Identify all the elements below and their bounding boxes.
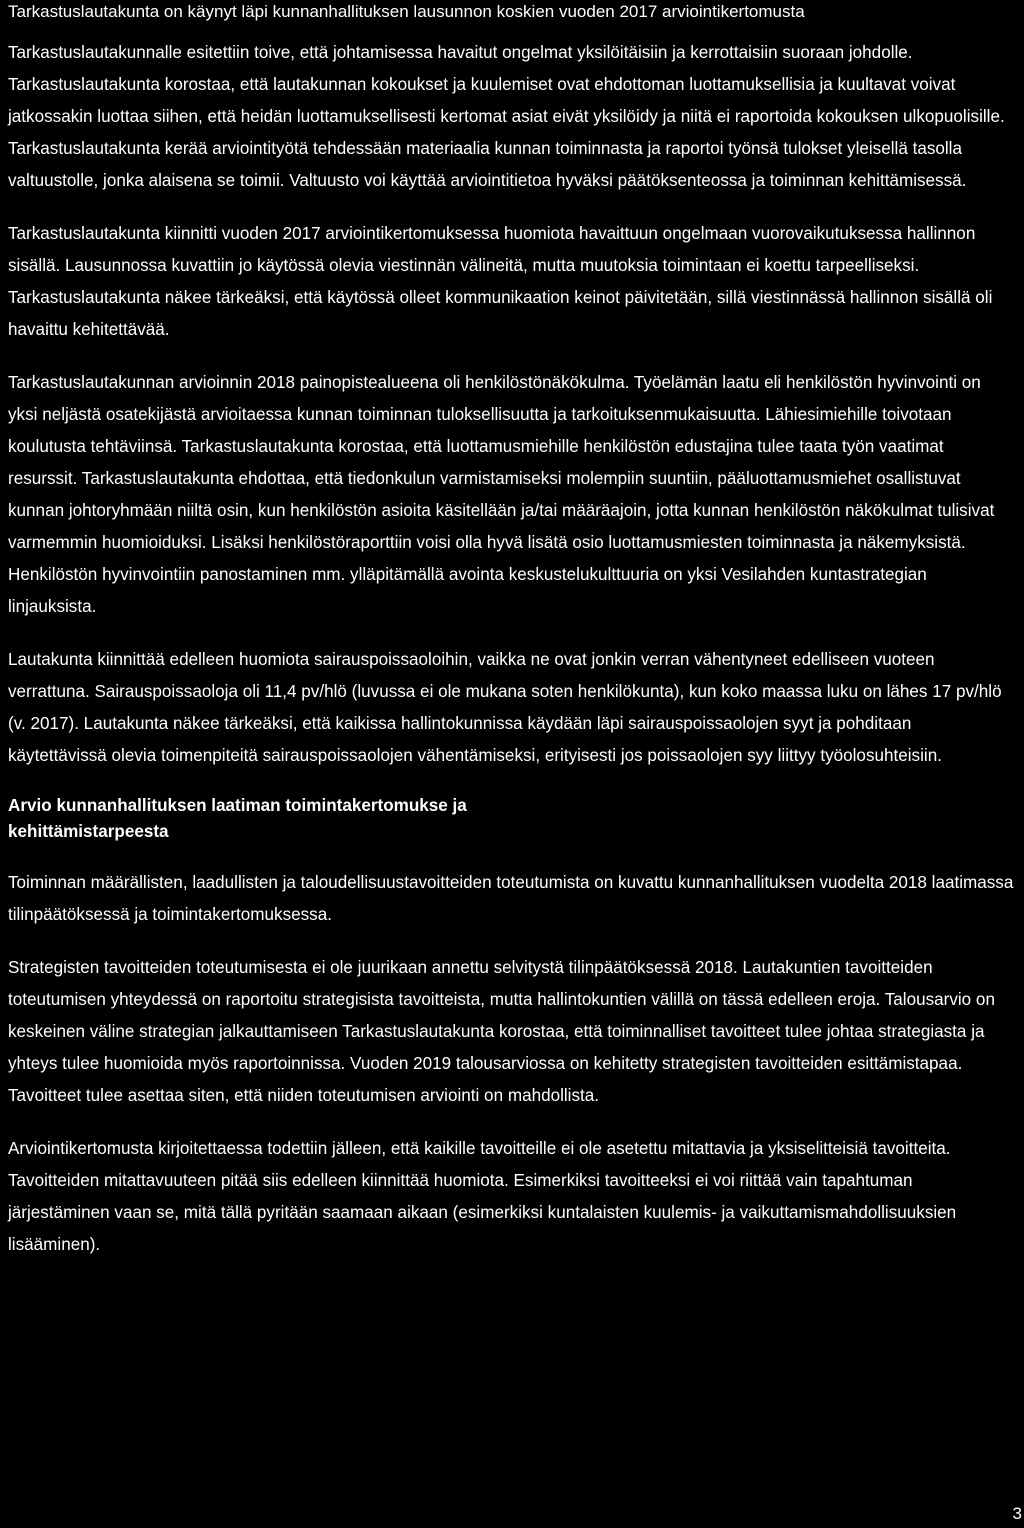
lead-line: Tarkastuslautakunta on käynyt läpi kunnanhallituksen lausunnon koskien vuoden 2017 arviointikertomusta — [8, 2, 805, 21]
document-page — [8, 0, 1014, 1282]
paragraph-measurability: Arviointikertomusta kirjoitettaessa todettiin jälleen, että kaikille tavoitteille ei ole asetettu mitattavia ja yksiselitteisiä tavoitteita. Tavoitteiden mitattavuuteen pitää siis edelleen kiinnittää huomiota. Esimerkiksi tavoitteeksi ei voi riittää vain tapahtuman järjestäminen vaan se, mitä tällä pyritään saamaan aikaan (esimerkiksi kuntalaisten kuulemis- ja vaikuttamismahdollisuuksien lisääminen). — [8, 1139, 957, 1254]
section-heading: Arvio kunnanhallituksen laatiman toimintakertomukse ja kehittämistarpeesta — [8, 796, 467, 841]
paragraph-strategy: Strategisten tavoitteiden toteutumisesta ei ole juurikaan annettu selvitystä tilinpäätöksessä 2018. Lautakuntien tavoitteiden toteutumisen yhteydessä on raportoitu strategisista tavoitteista, mutta hallintokuntien välillä on tässä edelleen eroja. Talousarvio on keskeinen väline strategian jalkauttamiseen Tarkastuslautakunta korostaa, että toiminnalliset tavoitteet tulee johtaa strategiasta ja yhteys tulee huomioida myös raportoinnissa. Vuoden 2019 talousarviossa on kehitetty strategisten tavoitteiden esittämistapaa. Tavoitteet tulee asettaa siten, että niiden toteutumisen arviointi on mahdollista. — [8, 958, 995, 1105]
paragraph-objectives: Toiminnan määrällisten, laadullisten ja taloudellisuustavoitteiden toteutumista on kuvattu kunnanhallituksen vuodelta 2018 laatimassa tilinpäätöksessä ja toimintakertomuksessa. — [8, 873, 1014, 924]
paragraph-communication: Tarkastuslautakunta kiinnitti vuoden 2017 arviointikertomuksessa huomiota havaittuun ongelmaan vuorovaikutuksessa hallinnon sisällä. Lausunnossa kuvattiin jo käytössä olevia viestinnän välineitä, mutta muutoksia toimintaan ei koettu tarpeelliseksi. Tarkastuslautakunta näkee tärkeäksi, että käytössä olleet kommunikaation keinot päivitetään, sillä viestinnässä hallinnon sisällä oli havaittu kehitettävää. — [8, 224, 993, 339]
paragraph-sick-leave: Lautakunta kiinnittää edelleen huomiota sairauspoissaoloihin, vaikka ne ovat jonkin verran vähentyneet edelliseen vuoteen verrattuna. Sairauspoissaoloja oli 11,4 pv/hlö (luvussa ei ole mukana soten henkilökunta), kun koko maassa luku on lähes 17 pv/hlö (v. 2017). Lautakunta näkee tärkeäksi, että kaikissa hallintokunnissa käydään läpi sairauspoissaolojen syyt ja pohditaan käytettävissä olevia toimenpiteitä sairauspoissaolojen vähentämiseksi, erityisesti jos poissaolojen syy liittyy työolosuhteisiin. — [8, 650, 1002, 765]
paragraph-confidentiality: Tarkastuslautakunnalle esitettiin toive, että johtamisessa havaitut ongelmat yksilöitäisiin ja kerrottaisiin suoraan johdolle. Tarkastuslautakunta korostaa, että lautakunnan kokoukset ja kuulemiset ovat ehdottoman luottamuksellisia ja kuultavat voivat jatkossakin luottaa siihen, että heidän luottamuksellisesti kertomat asiat eivät yksilöidy ja niitä ei raportoida kokouksen ulkopuolisille. Tarkastuslautakunta kerää arviointityötä tehdessään materiaalia kunnan toiminnasta ja raportoi työnsä tulokset yleisellä tasolla valtuustolle, jonka alaisena se toimii. Valtuusto voi käyttää arviointitietoa hyväksi päätöksenteossa ja toiminnan kehittämisessä. — [8, 43, 1005, 190]
page-number: 3 — [1012, 1504, 1022, 1523]
paragraph-personnel: Tarkastuslautakunnan arvioinnin 2018 painopistealueena oli henkilöstönäkökulma. Työelämän laatu eli henkilöstön hyvinvointi on yksi neljästä osatekijästä arvioitaessa kunnan toiminnan tuloksellisuutta ja tarkoituksenmukaisuutta. Lähiesimiehille toivotaan koulutusta tehtäviinsä. Tarkastuslautakunta korostaa, että luottamusmiehille henkilöstön edustajina tulee taata työn vaatimat resurssit. Tarkastuslautakunta ehdottaa, että tiedonkulun varmistamiseksi molempiin suuntiin, pääluottamusmiehet osallistuvat kunnan johtoryhmään niiltä osin, kun henkilöstön asioita käsitellään ja/tai määräajoin, jotta kunnan henkilöstön näkökulmat tulisivat varmemmin huomioiduksi. Lisäksi henkilöstöraporttiin voisi olla hyvä lisätä osio luottamusmiesten toiminnasta ja näkemyksistä. Henkilöstön hyvinvointiin panostaminen mm. ylläpitämällä avointa keskustelukulttuuria on yksi Vesilahden kuntastrategian linjauksista. — [8, 373, 995, 616]
